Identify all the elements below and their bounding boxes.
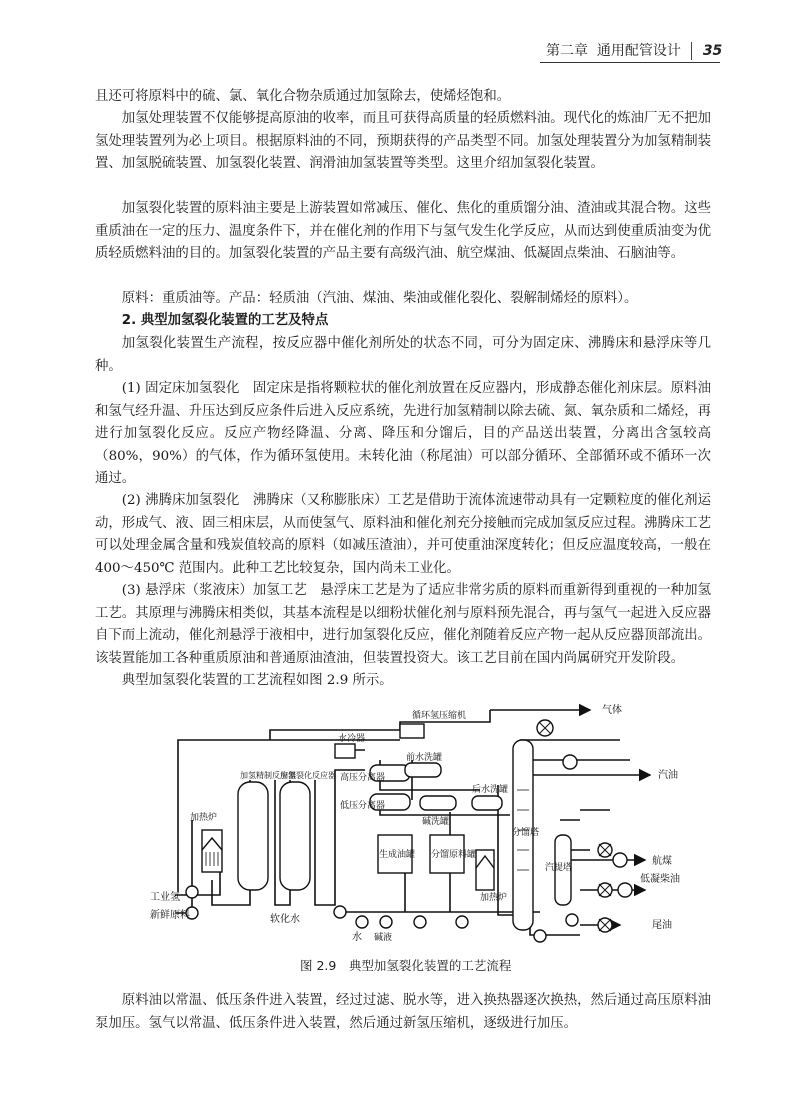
label-refining-reactor: 加氢精制反应器 bbox=[240, 771, 296, 780]
page-number: 35 bbox=[702, 43, 723, 59]
pump-alkali bbox=[380, 916, 392, 928]
label-fractionator: 分馏塔 bbox=[512, 828, 540, 838]
label-water: 水 bbox=[352, 932, 362, 943]
post-water-wash-drum bbox=[472, 796, 502, 810]
jet-cooler-2 bbox=[613, 853, 627, 867]
label-alkali-wash: 碱洗罐 bbox=[422, 817, 450, 827]
label-cracking-reactor: 加氢裂化反应器 bbox=[280, 771, 336, 780]
label-alkali-liquid: 碱液 bbox=[374, 933, 393, 943]
label-post-water-wash: 后水洗罐 bbox=[472, 785, 509, 795]
paragraph-feedstock: 加氢裂化装置的原料油主要是上游装置如常减压、催化、焦化的重质馏分油、渣油或其混合物。这些重质油在一定的压力、温度条件下，并在催化剂的作用下与氢气发生化学反应，从而达到使重质油变为优质轻质燃料油的目的。加氢裂化装置的产品主要有高级汽油、航空煤油、低凝固点柴油、石脑油等。 bbox=[95, 201, 711, 261]
label-heater-2: 加热炉 bbox=[480, 893, 508, 903]
cracking-reactor bbox=[280, 782, 310, 890]
label-low-pour-diesel: 低凝柴油 bbox=[640, 874, 680, 885]
label-gas: 气体 bbox=[602, 705, 622, 716]
reflux-drum bbox=[563, 755, 577, 769]
pump-bottoms bbox=[534, 930, 546, 942]
pump-product bbox=[414, 916, 426, 928]
label-pre-water-wash: 前水洗罐 bbox=[406, 753, 443, 763]
label-stripper: 汽提塔 bbox=[545, 863, 573, 873]
paragraph-fixed-bed: (1) 固定床加氢裂化 固定床是指将颗粒状的催化剂放置在反应器内，形成静态催化剂床层。原料油和氢气经升温、升压达到反应条件后进入反应系统，先进行加氢精制以除去硫、氮、氧杂质和二烯烃，再进行加氢裂化反应。反应产物经降温、分离、降压和分馏后，目的产品送出装置，分离出含氢较高（80%，90%）的气体，作为循环氢使用。未转化油（称尾油）可以部分循环、全部循环或不循环一次通过。 bbox=[95, 381, 711, 486]
heat-exchanger bbox=[186, 886, 198, 898]
paragraph-process-types: 加氢裂化装置生产流程，按反应器中催化剂所处的状态不同，可分为固定床、沸腾床和悬浮床等几种。 bbox=[95, 336, 711, 374]
chapter-number: 第二章 bbox=[546, 43, 588, 59]
label-jet-fuel: 航煤 bbox=[652, 856, 672, 867]
header-separator bbox=[691, 42, 692, 60]
diesel-cooler-2 bbox=[618, 883, 632, 897]
section-heading: 2. 典型加氢裂化装置的工艺及特点 bbox=[121, 313, 329, 328]
paragraph-hydrotreating: 加氢处理装置不仅能够提高原油的收率，而且可获得高质量的轻质燃料油。现代化的炼油厂无不把加氢处理装置列为必上项目。根据原料油的不同，预期获得的产品类型不同。加氢处理装置分为加氢精制装置、加氢脱硫装置、加氢裂化装置、润滑油加氢装置等类型。这里介绍加氢裂化装置。 bbox=[95, 111, 711, 171]
paragraph-ebullated-bed: (2) 沸腾床加氢裂化 沸腾床（又称膨胀床）工艺是借助于流体流速带动具有一定颗粒度的催化剂运动，形成气、液、固三相床层，从而使氢气、原料油和催化剂充分接触而完成加氢反应过程。沸腾床工艺可以处理金属含量和残炭值较高的原料（如减压渣油），并可使重油深度转化；但反应温度较高，一般在 400～450℃ 范围内。此种工艺比较复杂，国内尚未工业化。 bbox=[95, 493, 711, 576]
figure-caption: 图 2.9 典型加氢裂化装置的工艺流程 bbox=[300, 958, 512, 973]
label-industrial-h2: 工业氢 bbox=[150, 892, 180, 903]
label-soft-water: 软化水 bbox=[270, 914, 300, 925]
label-water-cooler: 水冷器 bbox=[338, 734, 366, 744]
label-frac-feed-tank: 分馏原料罐 bbox=[431, 850, 477, 860]
paragraph-feed-description: 原料油以常温、低压条件进入装置，经过过滤、脱水等，进入换热器逐次换热，然后通过高压原料油泵加压。氢气以常温、低压条件进入装置，然后通过新氢压缩机，逐级进行加压。 bbox=[95, 993, 711, 1031]
pump-soft-water bbox=[334, 906, 346, 918]
recycle-compressor bbox=[400, 724, 424, 738]
paragraph-slurry-bed: (3) 悬浮床（浆液床）加氢工艺 悬浮床工艺是为了适应非常劣质的原料而重新得到重视的一种加氢工艺。其原理与沸腾床相类似，其基本流程是以细粉状催化剂与原料预先混合，再与氢气一起进入反应器自下而上流动，催化剂悬浮于液相中，进行加氢裂化反应，催化剂随着反应产物一起从反应器顶部流出。该装置能加工各种重质原油和普通原油渣油，但装置投资大。该工艺目前在国内尚属研究开发阶段。 bbox=[95, 583, 711, 666]
paragraph-feed-products: 原料：重质油等。产品：轻质油（汽油、煤油、柴油或催化裂化、裂解制烯烃的原料）。 bbox=[121, 291, 638, 306]
label-fresh-feed: 新鲜原料 bbox=[150, 910, 190, 921]
pre-water-wash-drum bbox=[405, 763, 441, 777]
pump-stripper bbox=[566, 914, 578, 926]
refining-reactor bbox=[238, 782, 268, 890]
paragraph-continuation: 且还可将原料中的硫、氯、氧化合物杂质通过加氢除去，使烯烃饱和。 bbox=[95, 89, 511, 104]
alkali-wash-drum bbox=[420, 796, 456, 810]
header-rule bbox=[540, 62, 720, 63]
label-tail-oil: 尾油 bbox=[652, 920, 672, 931]
process-flow-diagram bbox=[150, 700, 710, 950]
pump-water bbox=[356, 916, 368, 928]
label-product-tank: 生成油罐 bbox=[379, 850, 416, 860]
water-cooler bbox=[335, 744, 355, 758]
label-gasoline: 汽油 bbox=[658, 770, 678, 781]
chapter-title: 通用配管设计 bbox=[596, 43, 681, 59]
heater-1 bbox=[202, 830, 222, 872]
label-recycle-compressor: 循环氢压缩机 bbox=[412, 711, 467, 721]
running-header bbox=[546, 40, 722, 60]
paragraph-figure-reference: 典型加氢裂化装置的工艺流程如图 2.9 所示。 bbox=[121, 673, 393, 688]
label-hp-separator: 高压分离器 bbox=[340, 773, 386, 783]
pump-frac-feed bbox=[456, 916, 468, 928]
label-heater-1: 加热炉 bbox=[190, 813, 218, 823]
label-lp-separator: 低压分离器 bbox=[340, 801, 386, 811]
